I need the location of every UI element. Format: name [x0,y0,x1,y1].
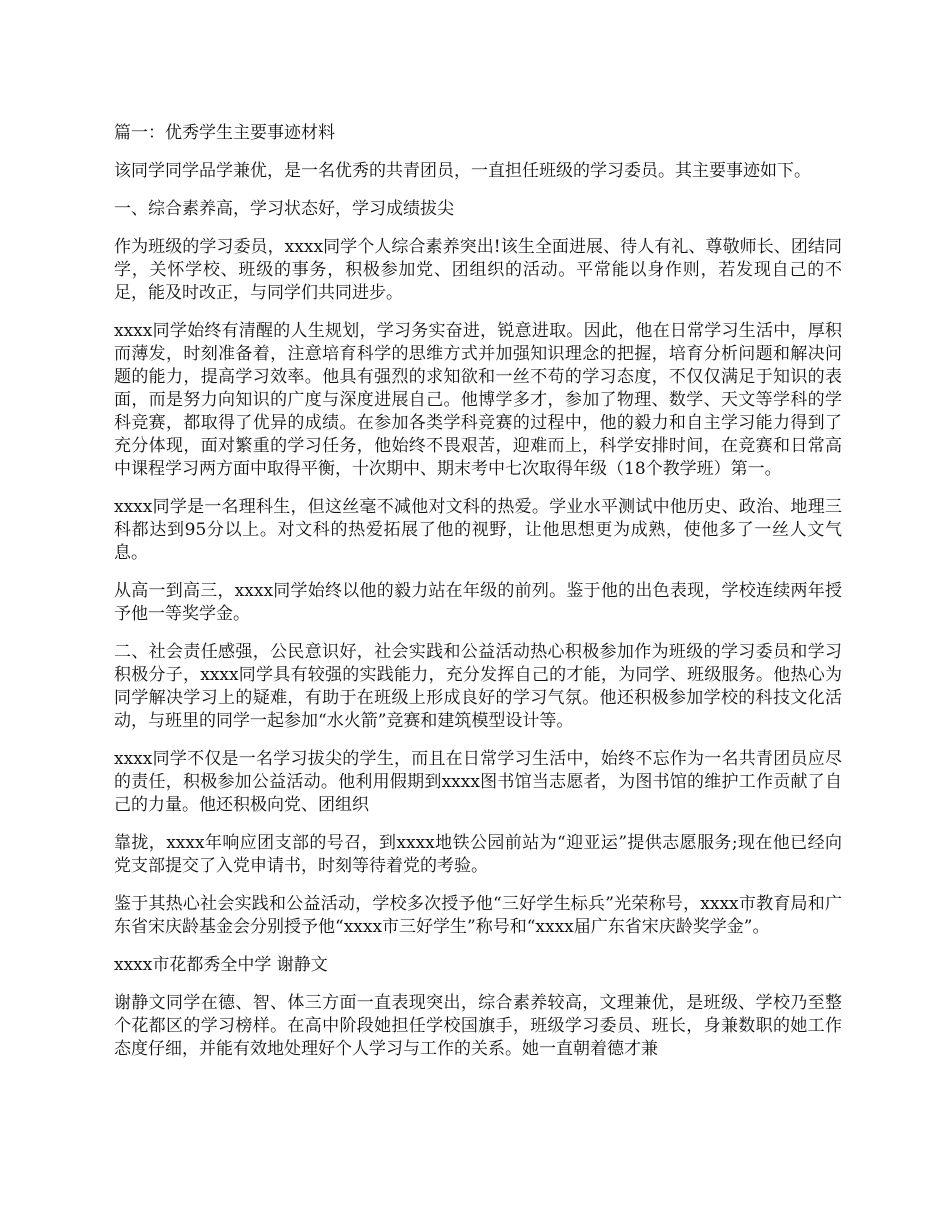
document-body [114,122,842,1076]
paragraph: 鉴于其热心社会实践和公益活动，学校多次授予他“三好学生标兵”光荣称号，xxxx市教育局和广东省宋庆龄基金会分别授予他“xxxx市三好学生”称号和“xxxx届广东省宋庆龄奖学金”。 [114,894,842,937]
paragraph: 从高一到高三，xxxx同学始终以他的毅力站在年级的前列。鉴于他的出色表现，学校连续两年授予他一等奖学金。 [114,581,842,624]
paragraph: 靠拢，xxxx年响应团支部的号召，到xxxx地铁公园前站为“迎亚运”提供志愿服务;现在他已经向党支部提交了入党申请书，时刻等待着党的考验。 [114,833,842,876]
section-heading-1: 一、综合素养高，学习状态好，学习成绩拔尖 [114,199,454,219]
section-paragraph-2: 二、社会责任感强，公民意识好，社会实践和公益活动热心积极参加作为班级的学习委员和学习积极分子，xxxx同学具有较强的实践能力，充分发挥自己的才能，为同学、班级服务。他热心为同学解决学习上的疑难，有助于在班级上形成良好的学习气氛。他还积极参加学校的科技文化活动，与班里的同学一起参加“水火箭”竞赛和建筑模型设计等。 [114,642,842,731]
school-byline: xxxx市花都秀全中学 谢静文 [114,955,328,975]
paragraph: xxxx同学不仅是一名学习拔尖的学生，而且在日常学习生活中，始终不忘作为一名共青团员应尽的责任，积极参加公益活动。他利用假期到xxxx图书馆当志愿者，为图书馆的维护工作贡献了自己的力量。他还积极向党、团组织 [114,749,842,815]
document-title: 篇一：优秀学生主要事迹材料 [114,123,335,143]
paragraph: xxxx同学始终有清醒的人生规划，学习务实奋进，锐意进取。因此，他在日常学习生活中，厚积而薄发，时刻准备着，注意培育科学的思维方式并加强知识理念的把握，培育分析问题和解决问题的能力，提高学习效率。他具有强烈的求知欲和一丝不苟的学习态度，不仅仅满足于知识的表面，而是努力向知识的广度与深度进展自己。他博学多才，参加了物理、数学、天文等学科的学科竞赛，都取得了优异的成绩。在参加各类学科竞赛的过程中，他的毅力和自主学习能力得到了充分体现，面对繁重的学习任务，他始终不畏艰苦，迎难而上，科学安排时间，在竞赛和日常高中课程学习两方面中取得平衡，十次期中、期末考中七次取得年级（18个教学班）第一。 [114,321,842,479]
paragraph: 作为班级的学习委员，xxxx同学个人综合素养突出!该生全面进展、待人有礼、尊敬师长、团结同学，关怀学校、班级的事务，积极参加党、团组织的活动。平常能以身作则，若发现自己的不足，能及时改正，与同学们共同进步。 [114,237,842,303]
paragraph: 谢静文同学在德、智、体三方面一直表现突出，综合素养较高，文理兼优，是班级、学校乃至整个花都区的学习榜样。在高中阶段她担任学校国旗手，班级学习委员、班长，身兼数职的她工作态度仔细，并能有效地处理好个人学习与工作的关系。她一直朝着德才兼 [114,993,842,1059]
paragraph: xxxx同学是一名理科生，但这丝毫不减他对文科的热爱。学业水平测试中他历史、政治、地理三科都达到95分以上。对文科的热爱拓展了他的视野，让他思想更为成熟，使他多了一丝人文气息。 [114,497,842,563]
paragraph-intro: 该同学同学品学兼优，是一名优秀的共青团员，一直担任班级的学习委员。其主要事迹如下。 [114,161,811,181]
